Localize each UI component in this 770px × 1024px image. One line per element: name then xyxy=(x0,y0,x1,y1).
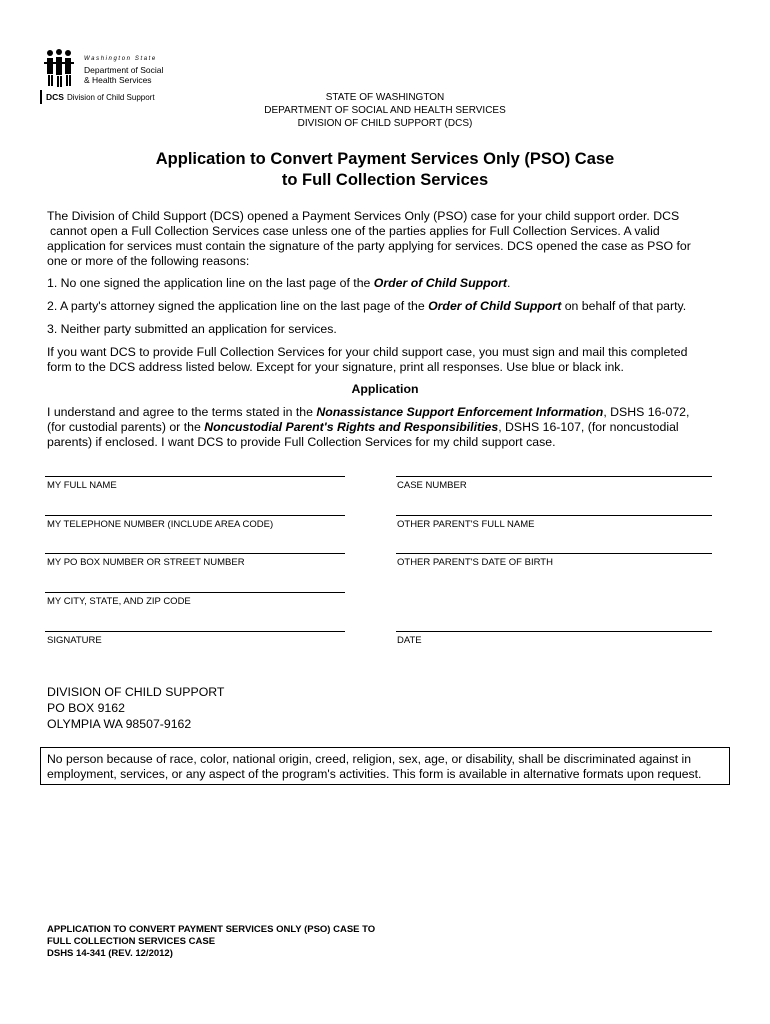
full-name-field[interactable] xyxy=(45,476,345,477)
page-title: Application to Convert Payment Services Only (PSO) Case to Full Collection Services xyxy=(155,150,615,189)
other-parent-dob-label: OTHER PARENT'S DATE OF BIRTH xyxy=(397,557,553,568)
signature-label: SIGNATURE xyxy=(47,635,102,646)
family-figures-icon xyxy=(44,48,74,88)
other-parent-dob-field[interactable] xyxy=(396,553,712,554)
po-box-field[interactable] xyxy=(45,553,345,554)
telephone-field[interactable] xyxy=(45,515,345,516)
reason-2: 2. A party's attorney signed the application line on the last page of the Order of Child Support on behalf of that party. xyxy=(47,299,687,313)
reason-1: 1. No one signed the application line on the last page of the Order of Child Support. xyxy=(47,276,511,290)
application-paragraph: I understand and agree to the terms stated in the Nonassistance Support Enforcement Information, DSHS 16-072, (for custodial parents) or the Noncustodial Parent's Rights and Responsibilities, DSHS 16-107, (for noncustodial parents) if enclosed. I want DCS to provide Full Collection Services for my child support case. xyxy=(47,405,690,449)
case-number-field[interactable] xyxy=(396,476,712,477)
telephone-label: MY TELEPHONE NUMBER (INCLUDE AREA CODE) xyxy=(47,519,274,530)
other-parent-name-field[interactable] xyxy=(396,515,712,516)
logo-dcs: DCS Division of Child Support xyxy=(46,92,155,102)
logo-state: Washington State xyxy=(84,56,157,62)
date-label: DATE xyxy=(397,635,422,646)
other-parent-name-label: OTHER PARENT'S FULL NAME xyxy=(397,519,535,530)
city-state-zip-label: MY CITY, STATE, AND ZIP CODE xyxy=(47,596,191,607)
date-field[interactable] xyxy=(396,631,712,632)
instructions-paragraph: If you want DCS to provide Full Collection Services for your child support case, you must sign and mail this completed form to the DCS address listed below. Except for your signature, print all responses. Use blue or black ink. xyxy=(47,345,688,374)
mailing-address: DIVISION OF CHILD SUPPORT PO BOX 9162 OLYMPIA WA 98507-9162 xyxy=(47,685,225,731)
header-state: STATE OF WASHINGTON xyxy=(325,92,445,103)
application-heading: Application xyxy=(351,382,419,396)
intro-paragraph: The Division of Child Support (DCS) opened a Payment Services Only (PSO) case for your child support order. DCS cannot open a Full Collection Services case unless one of the parties applies for Full Collection Services. A valid application for services must contain the signature of the party applying for services. DCS opened the case as PSO for one or more of the following reasons: xyxy=(47,209,691,268)
nondiscrimination-notice: No person because of race, color, national origin, creed, religion, sex, age, or disability, shall be discriminated against in employment, services, or any aspect of the program's activities. This form is available in alternative formats upon request. xyxy=(40,747,730,785)
full-name-label: MY FULL NAME xyxy=(47,480,117,491)
signature-field[interactable] xyxy=(45,631,345,632)
header-department: DEPARTMENT OF SOCIAL AND HEALTH SERVICES xyxy=(264,105,506,116)
logo-department: Department of Social & Health Services xyxy=(84,65,164,85)
form-footer: APPLICATION TO CONVERT PAYMENT SERVICES ONLY (PSO) CASE TO FULL COLLECTION SERVICES CASE DSHS 14-341 (REV. 12/2012) xyxy=(47,924,376,959)
po-box-label: MY PO BOX NUMBER OR STREET NUMBER xyxy=(47,557,245,568)
case-number-label: CASE NUMBER xyxy=(397,480,467,491)
header-division: DIVISION OF CHILD SUPPORT (DCS) xyxy=(297,118,473,129)
city-state-zip-field[interactable] xyxy=(45,592,345,593)
reason-3: 3. Neither party submitted an application for services. xyxy=(47,322,337,336)
